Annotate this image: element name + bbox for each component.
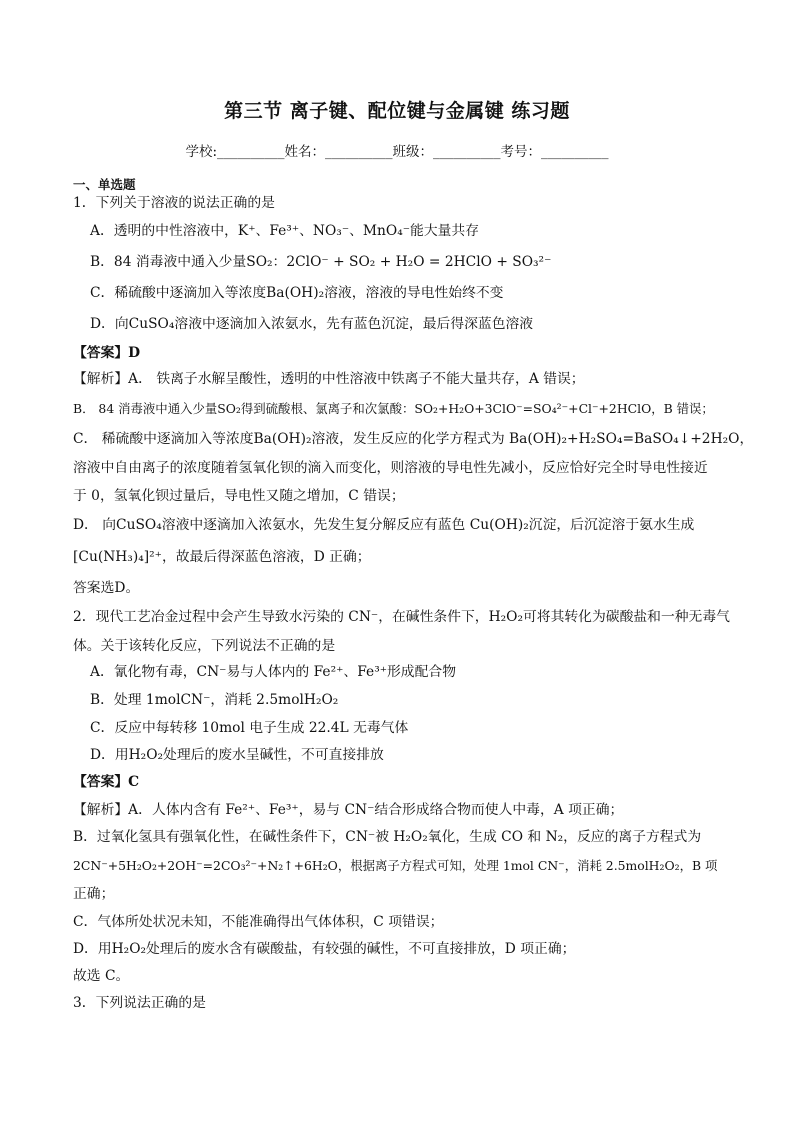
question-1-conclusion: 答案选D。 xyxy=(73,580,140,596)
question-1-explanation-c: C． 稀硫酸中逐滴加入等浓度Ba(OH)₂溶液，发生反应的化学方程式为 Ba(OH)₂+H₂SO₄=BaSO₄↓+2H₂O， xyxy=(73,431,754,447)
question-2-option-d: D．用H₂O₂处理后的废水呈碱性，不可直接排放 xyxy=(90,747,384,763)
question-1-option-b: B．84 消毒液中通入少量SO₂：2ClO⁻ + SO₂ + H₂O = 2HClO + SO₃²⁻ xyxy=(90,254,552,270)
question-2-explanation-d: D．用H₂O₂处理后的废水含有碳酸盐，有较强的碱性，不可直接排放，D 项正确； xyxy=(73,941,576,957)
question-2-conclusion: 故选 C。 xyxy=(73,968,130,984)
question-2-option-b: B．处理 1molCN⁻，消耗 2.5molH₂O₂ xyxy=(90,692,339,708)
question-3-stem: 3．下列说法正确的是 xyxy=(73,995,206,1011)
question-2-option-c: C．反应中每转移 10mol 电子生成 22.4L 无毒气体 xyxy=(90,720,409,736)
question-2-explanation-a: 【解析】A．人体内含有 Fe²⁺、Fe³⁺，易与 CN⁻结合形成络合物而使人中毒，A 项正确； xyxy=(73,802,624,818)
question-2-explanation-b-end: 正确； xyxy=(73,886,115,902)
question-2-stem-cont: 体。关于该转化反应，下列说法不正确的是 xyxy=(73,638,336,654)
question-1-explanation-c-cont: 溶液中自由离子的浓度随着氢氧化钡的滴入而变化，则溶液的导电性先减小，反应恰好完全时导电性接近 xyxy=(73,460,708,476)
question-2-explanation-b: B．过氧化氢具有强氧化性，在碱性条件下，CN⁻被 H₂O₂氧化，生成 CO 和 N₂，反应的离子方程式为 xyxy=(73,829,702,845)
question-1-explanation-d-cont: [Cu(NH₃)₄]²⁺，故最后得深蓝色溶液，D 正确； xyxy=(73,549,371,565)
section-heading: 一、单选题 xyxy=(73,177,136,192)
question-1-explanation-d: D． 向CuSO₄溶液中逐滴加入浓氨水，先发生复分解反应有蓝色 Cu(OH)₂沉淀，后沉淀溶于氨水生成 xyxy=(73,517,695,533)
question-2-explanation-c: C．气体所处状况未知，不能准确得出气体体积，C 项错误； xyxy=(73,914,444,930)
student-info-line: 学校:__________姓名：__________班级：__________考号：__________ xyxy=(185,144,609,160)
question-1-explanation-b: B． 84 消毒液中通入少量SO₂得到硫酸根、氯离子和次氯酸：SO₂+H₂O+3ClO⁻=SO₄²⁻+Cl⁻+2HClO，B 错误； xyxy=(73,401,714,416)
question-1-option-d: D．向CuSO₄溶液中逐滴加入浓氨水，先有蓝色沉淀，最后得深蓝色溶液 xyxy=(90,316,534,332)
question-2-explanation-b-equation: 2CN⁻+5H₂O₂+2OH⁻=2CO₃²⁻+N₂↑+6H₂O，根据离子方程式可知，处理 1mol CN⁻，消耗 2.5molH₂O₂，B 项 xyxy=(73,858,718,873)
question-2-stem: 2．现代工艺冶金过程中会产生导致水污染的 CN⁻，在碱性条件下，H₂O₂可将其转化为碳酸盐和一种无毒气 xyxy=(73,609,730,625)
question-1-option-c: C．稀硫酸中逐滴加入等浓度Ba(OH)₂溶液，溶液的导电性始终不变 xyxy=(90,285,504,301)
question-1-option-a: A．透明的中性溶液中，K⁺、Fe³⁺、NO₃⁻、MnO₄⁻能大量共存 xyxy=(90,223,480,239)
question-1-explanation-a: 【解析】A． 铁离子水解呈酸性，透明的中性溶液中铁离子不能大量共存，A 错误； xyxy=(73,371,585,387)
question-1-answer: 【答案】D xyxy=(73,345,141,361)
question-2-answer: 【答案】C xyxy=(73,774,140,790)
question-2-option-a: A．氰化物有毒，CN⁻易与人体内的 Fe²⁺、Fe³⁺形成配合物 xyxy=(90,664,456,680)
page-title: 第三节 离子键、配位键与金属键 练习题 xyxy=(224,100,570,122)
question-1-explanation-c-end: 于 0，氢氧化钡过量后，导电性又随之增加，C 错误； xyxy=(73,488,405,504)
question-1-stem: 1．下列关于溶液的说法正确的是 xyxy=(73,195,275,211)
